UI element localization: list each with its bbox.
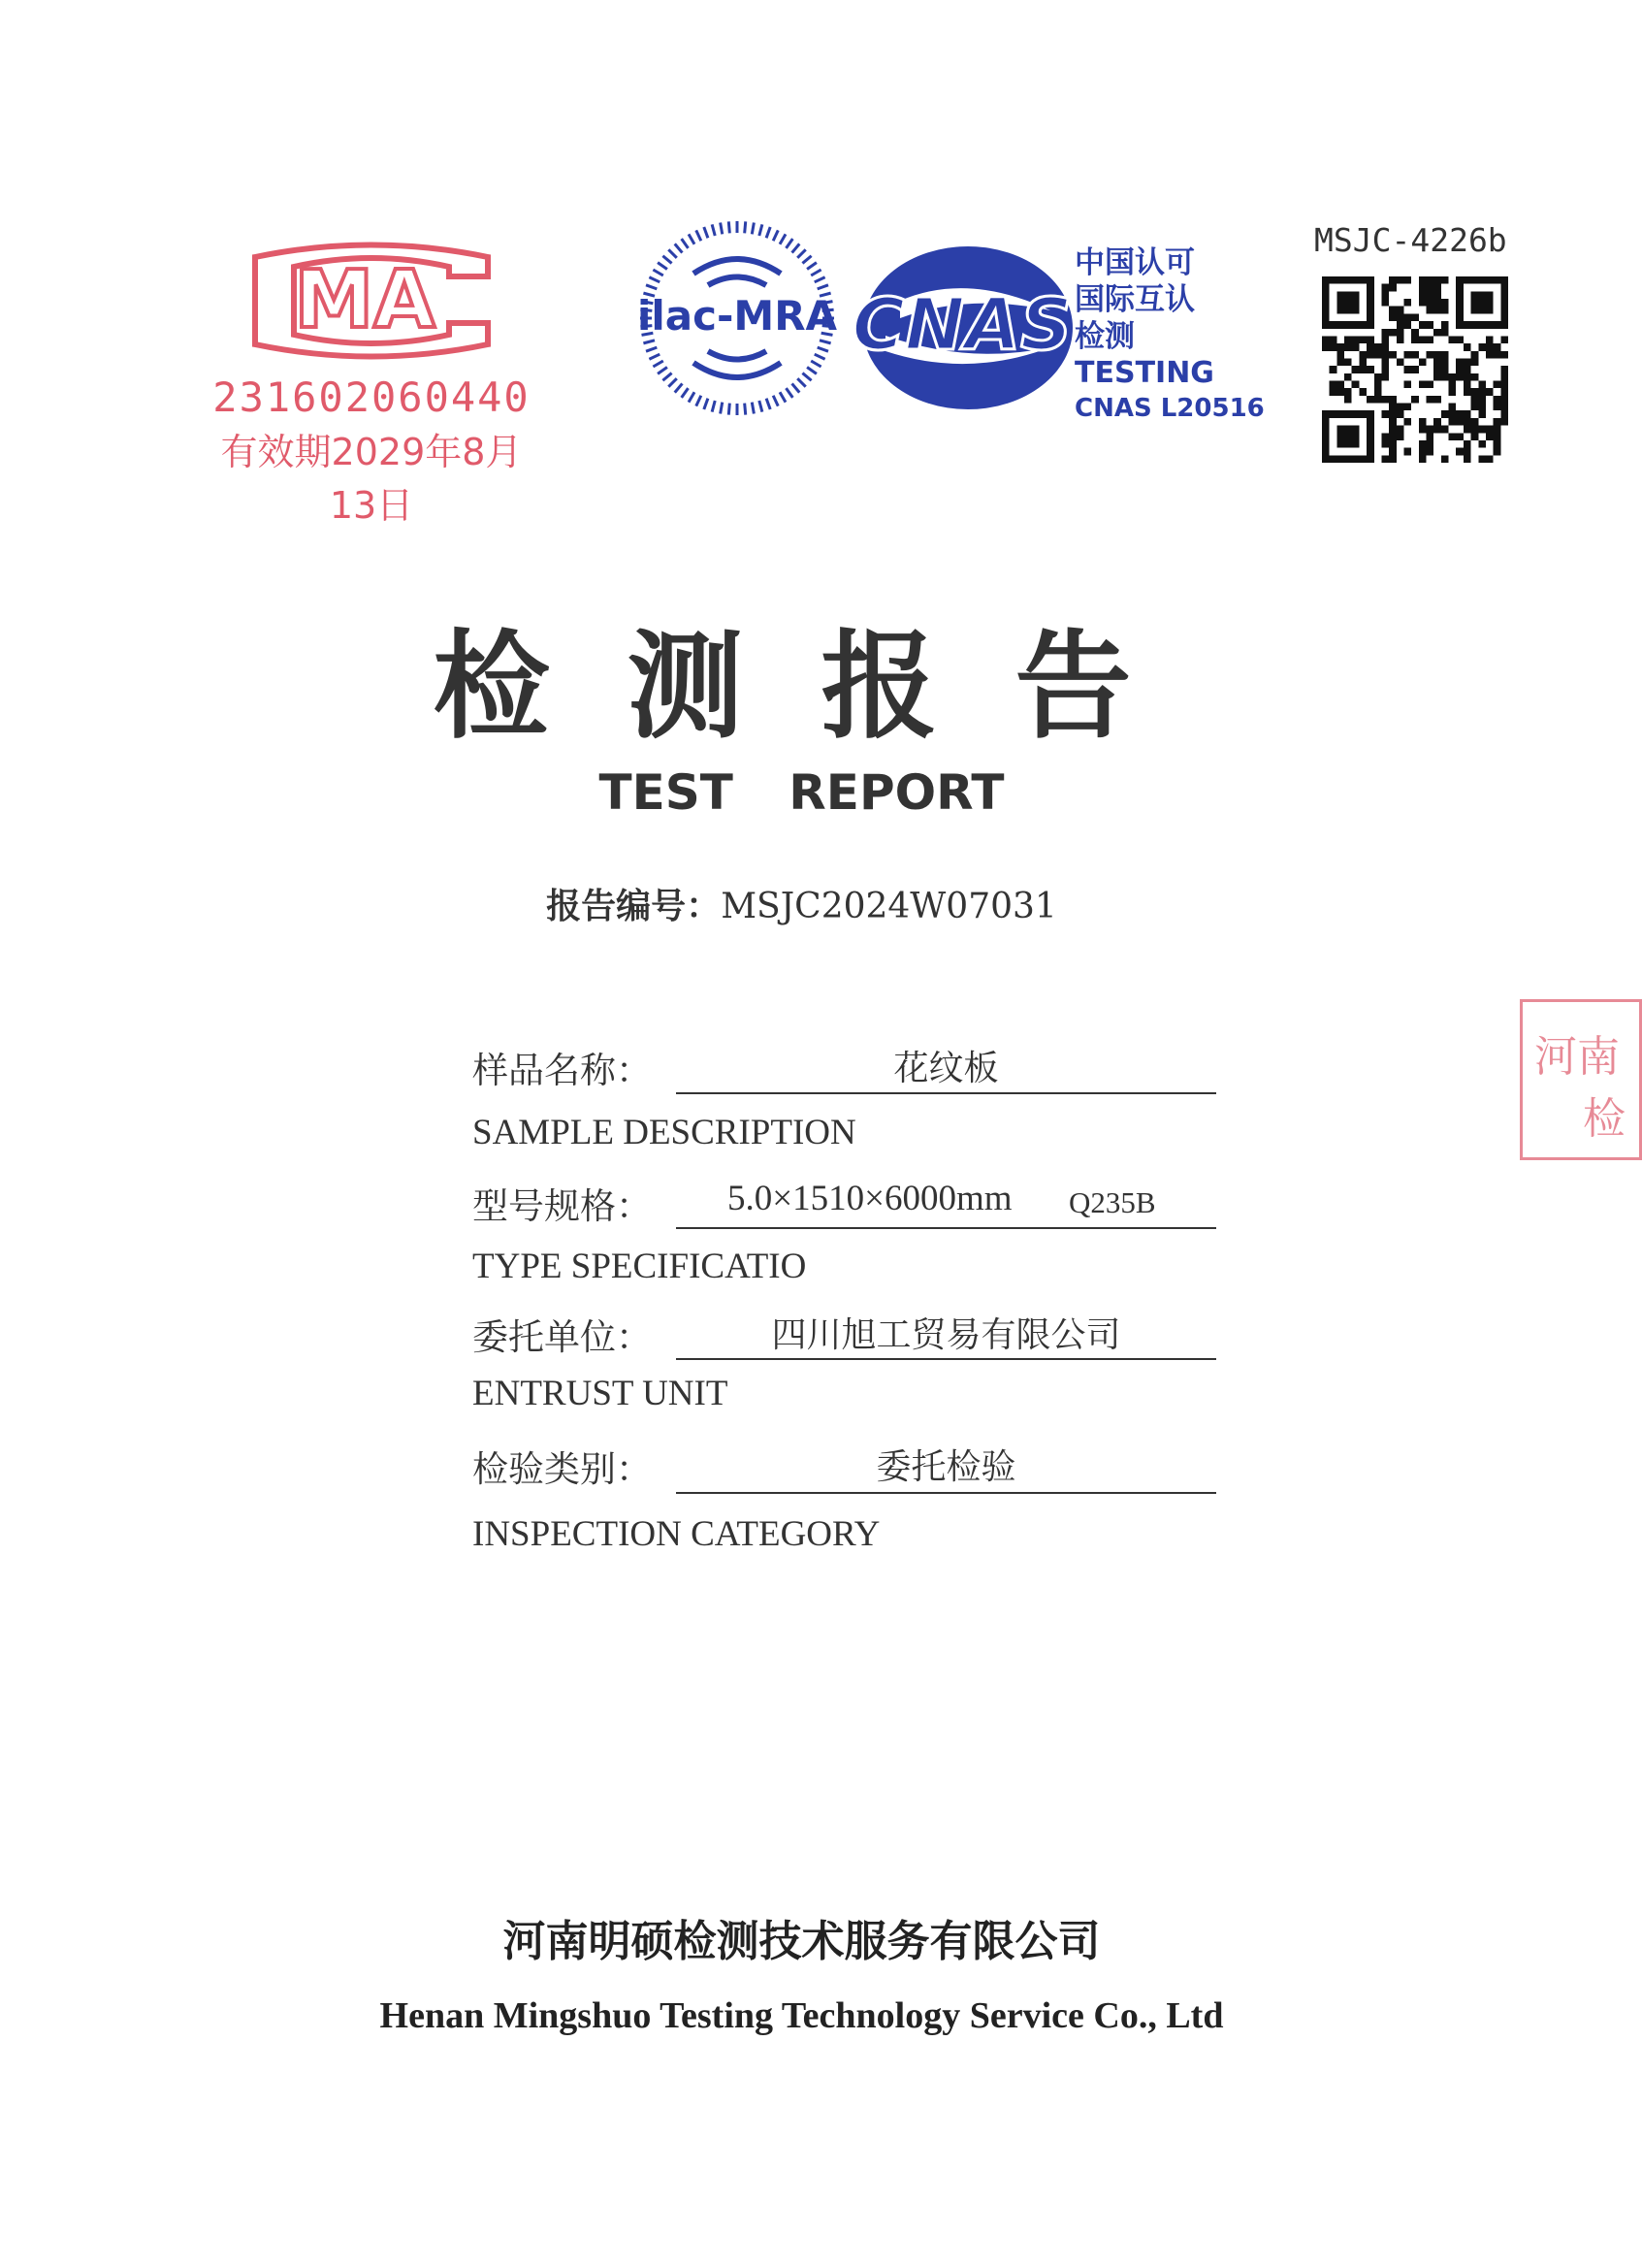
- cnas-logo-icon: [842, 243, 1077, 413]
- title-chinese: 检测报告: [433, 618, 1209, 755]
- category-label: 检验类别：: [472, 1448, 652, 1490]
- sample-description-label: SAMPLE DESCRIPTION: [472, 1113, 856, 1152]
- type-spec-grade: Q235B: [1069, 1185, 1156, 1219]
- sample-name-label: 样品名称：: [472, 1050, 652, 1091]
- cma-letters: MA: [294, 254, 435, 346]
- report-number-value: MSJC2024W07031: [721, 887, 1057, 926]
- client-label: 委托单位：: [472, 1316, 652, 1358]
- report-number: [0, 879, 1603, 928]
- client-value: 四川旭工贸易有限公司: [771, 1315, 1121, 1355]
- type-spec-underline: [676, 1227, 1216, 1229]
- cma-logo-icon: [241, 238, 502, 364]
- cnas-line1: 中国认可: [1075, 245, 1195, 280]
- ilac-mra-logo-icon: [636, 215, 838, 421]
- cnas-code: CNAS L20516: [1075, 394, 1265, 423]
- category-value: 委托检验: [876, 1447, 1016, 1487]
- company-name-chinese: 河南明硕检测技术服务有限公司: [502, 1917, 1101, 1966]
- company-seal-partial: [1520, 999, 1642, 1160]
- type-spec-value: 5.0×1510×6000mm: [727, 1179, 1013, 1218]
- entrust-unit-label: ENTRUST UNIT: [472, 1374, 728, 1413]
- cnas-line3: 检测: [1075, 319, 1135, 354]
- document-code: MSJC-4226b: [1314, 221, 1507, 259]
- cnas-line2: 国际互认: [1075, 282, 1195, 317]
- company-name-english: Henan Mingshuo Testing Technology Service Co., Ltd: [379, 1995, 1224, 2036]
- cma-expiry: 有效期2029年8月13日: [220, 431, 523, 527]
- category-underline: [676, 1492, 1216, 1494]
- qr-code-icon: [1322, 276, 1508, 463]
- title-english: TEST REPORT: [598, 764, 1005, 821]
- cnas-logo-text: CNAS: [852, 283, 1073, 367]
- sample-name-value: 花纹板: [893, 1049, 999, 1088]
- cma-number: 231602060440: [212, 373, 531, 421]
- sample-name-underline: [676, 1092, 1216, 1094]
- inspection-category-label: INSPECTION CATEGORY: [472, 1514, 881, 1554]
- ilac-text: ilac-MRA: [636, 292, 838, 340]
- cma-stamp: [211, 238, 531, 527]
- cnas-line4: TESTING: [1075, 356, 1214, 390]
- seal-line2: 检: [1583, 1094, 1626, 1144]
- type-specification-label: TYPE SPECIFICATIO: [472, 1247, 807, 1286]
- client-underline: [676, 1358, 1216, 1360]
- report-number-label: 报告编号：: [546, 887, 722, 926]
- seal-line1: 河南: [1534, 1032, 1620, 1082]
- type-spec-label: 型号规格：: [472, 1185, 652, 1227]
- cnas-accreditation-text: [1075, 244, 1265, 425]
